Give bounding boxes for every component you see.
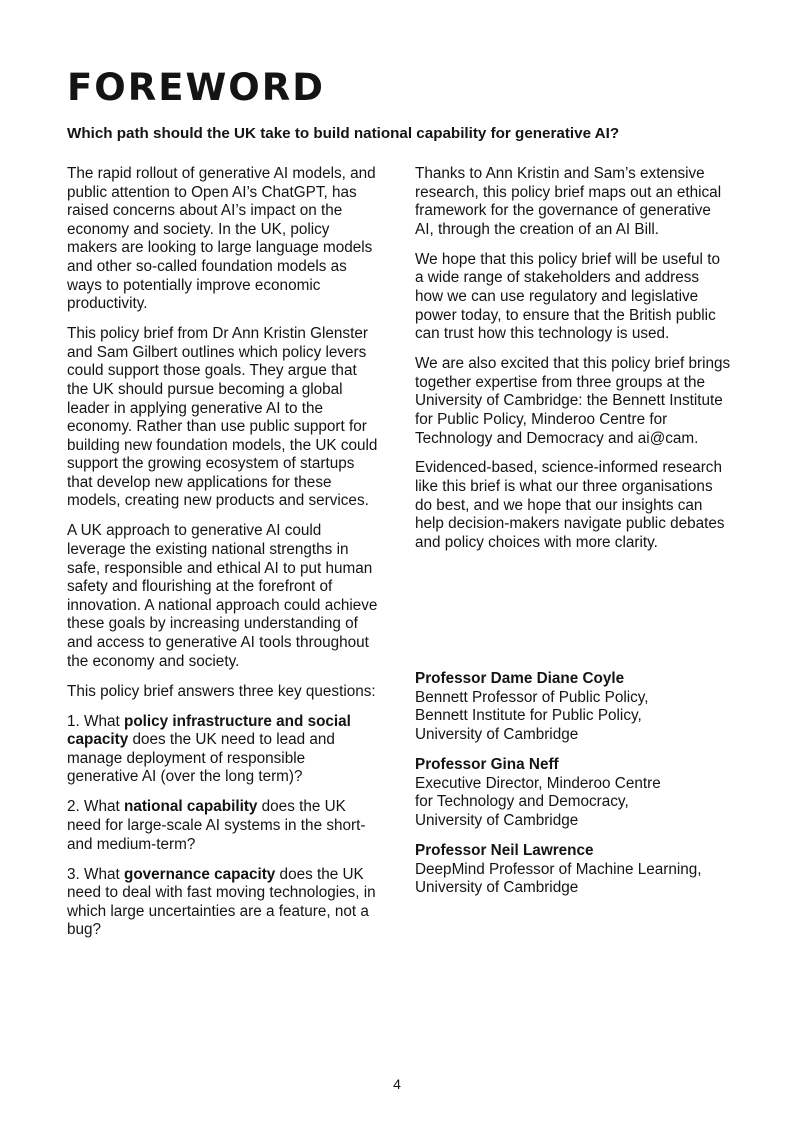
- paragraph: The rapid rollout of generative AI models, and public attention to Open AI’s ChatGPT, has raised concerns about AI’s impact on the economy and society. In the UK, policy makers are looking to large language models and other so-called foundation models as ways to potentially improve economic productivity.: [67, 165, 376, 313]
- left-column: [67, 165, 379, 951]
- signatory-title: University of Cambridge: [415, 879, 579, 897]
- signatory-name: Professor Dame Diane Coyle: [415, 670, 625, 687]
- question-emphasis: governance capacity: [123, 865, 276, 883]
- page-number: 4: [393, 1076, 401, 1092]
- right-column: [415, 165, 731, 564]
- paragraph: Thanks to Ann Kristin and Sam’s extensive research, this policy brief maps out an ethical framework for the governance of generative AI, through the creation of an AI Bill.: [415, 165, 722, 238]
- question-emphasis: policy infrastructure and social capacity: [67, 712, 351, 749]
- signatory-name: Professor Gina Neff: [415, 756, 559, 773]
- paragraph: We are also excited that this policy brief brings together expertise from three groups at the University of Cambridge: the Bennett Institute for Public Policy, Minderoo Centre for Technology and Democracy and ai@cam.: [415, 355, 731, 447]
- signatory: [415, 670, 745, 744]
- paragraph: We hope that this policy brief will be useful to a wide range of stakeholders and address how we can use regulatory and legislative power today, to ensure that the British public can trust how this technology is used.: [415, 250, 720, 343]
- paragraph: This policy brief answers three key questions:: [67, 682, 376, 700]
- signatory-title: for Technology and Democracy,: [415, 793, 629, 811]
- question-text: 1. What: [67, 712, 124, 730]
- question-text: 3. What: [67, 865, 124, 883]
- signatory-title: Bennett Professor of Public Policy,: [415, 688, 649, 706]
- signatory-name: Professor Neil Lawrence: [415, 842, 594, 859]
- question-text: does the UK need to lead and manage deployment of responsible generative AI (over the long term)?: [67, 731, 335, 786]
- question-text: 2. What: [67, 798, 124, 816]
- paragraph: This policy brief from Dr Ann Kristin Glenster and Sam Gilbert outlines which policy levers could support those goals. They argue that the UK should pursue becoming a global leader in applying generative AI to the economy. Rather than use public support for building new foundation models, the UK could support the growing ecosystem of startups that develop new applications for these models, creating new products and services.: [67, 325, 378, 510]
- signatory-title: DeepMind Professor of Machine Learning,: [415, 860, 702, 878]
- question-1: [67, 713, 379, 787]
- signatory: [415, 756, 745, 830]
- question-3: [67, 866, 379, 940]
- question-2: [67, 798, 379, 854]
- subtitle: Which path should the UK take to build national capability for generative AI?: [67, 125, 620, 142]
- question-text: does the UK need to deal with fast moving technologies, in which large uncertainties are a feature, not a bug?: [67, 865, 376, 939]
- paragraph: A UK approach to generative AI could leverage the existing national strengths in safe, responsible and ethical AI to put human safety and flourishing at the forefront of innovation. A national approach could achieve these goals by increasing understanding of and access to generative AI tools throughout the economy and society.: [67, 522, 378, 670]
- question-emphasis: national capability: [123, 798, 258, 816]
- question-text: does the UK need for large-scale AI systems in the short- and medium-term?: [67, 798, 366, 853]
- signatory-title: University of Cambridge: [415, 725, 579, 743]
- signatory: [415, 842, 745, 898]
- signatory-title: Executive Director, Minderoo Centre: [415, 774, 661, 792]
- signatory-title: Bennett Institute for Public Policy,: [415, 707, 642, 725]
- paragraph: Evidenced-based, science-informed research like this brief is what our three organisations do best, and we hope that our insights can help decision-makers navigate public debates and policy choices with more clarity.: [415, 459, 725, 551]
- signatory-title: University of Cambridge: [415, 811, 579, 829]
- page-title: FOREWORD: [67, 66, 325, 109]
